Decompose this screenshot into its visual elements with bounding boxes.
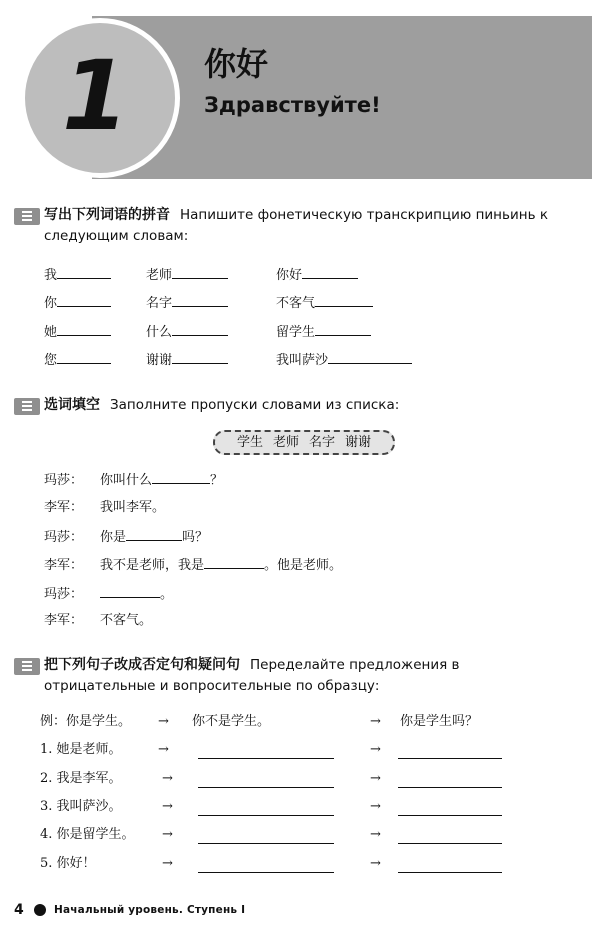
answer-blank[interactable] (328, 351, 412, 364)
dialogue-line: 李军： 不客气。 (44, 613, 153, 628)
arrow-icon: → (370, 742, 381, 757)
bullet-icon (34, 904, 46, 916)
word-item: 不客气 (276, 294, 373, 312)
exercise-3-heading (44, 655, 564, 697)
exercise-3-instruction: Переделайте предложения в отрицательные и вопросительные по образцу: (44, 657, 460, 694)
answer-blank[interactable] (100, 585, 160, 598)
word-item: 你 (44, 294, 111, 312)
arrow-icon: → (158, 714, 169, 729)
answer-blank[interactable] (302, 266, 358, 279)
answer-blank[interactable] (152, 471, 210, 484)
arrow-icon: → (370, 856, 381, 871)
dialogue-line: 李军： 我不是老师，我是 。他是老师。 (44, 558, 343, 573)
speaker: 玛莎： (44, 473, 84, 488)
answer-line-negative[interactable] (198, 758, 334, 759)
arrow-icon: → (370, 799, 381, 814)
footer-text: Начальный уровень. Ступень I (54, 904, 246, 916)
word-bank-item: 老师 (272, 435, 299, 450)
arrow-icon: → (370, 771, 381, 786)
word-item: 留学生 (276, 323, 371, 341)
word-item: 您 (44, 351, 111, 369)
exercise-1-icon (14, 208, 40, 225)
arrow-icon: → (158, 742, 169, 757)
arrow-icon: → (162, 771, 173, 786)
answer-blank[interactable] (57, 323, 111, 336)
speaker: 李军： (44, 613, 84, 628)
lesson-title-russian: Здравствуйте! (204, 93, 381, 117)
page-number: 4 (14, 902, 24, 918)
exercise-1-instruction: Напишите фонетическую транскрипцию пиньинь к следующим словам: (44, 207, 548, 244)
exercise-3-title: 把下列句子改成否定句和疑问句 (44, 657, 240, 673)
exercise-1-title: 写出下列词语的拼音 (44, 207, 170, 223)
exercise-3-icon (14, 658, 40, 675)
example-label: 例：你是学生。 (40, 714, 132, 729)
answer-blank[interactable] (57, 266, 111, 279)
dialogue-line: 玛莎： 。 (44, 587, 174, 602)
arrow-icon: → (162, 856, 173, 871)
arrow-icon: → (162, 827, 173, 842)
word-bank (213, 430, 395, 455)
answer-blank[interactable] (172, 266, 228, 279)
answer-line-negative[interactable] (198, 815, 334, 816)
answer-blank[interactable] (315, 294, 373, 307)
sentence-item: 5. 你好！ (40, 856, 96, 871)
answer-line-question[interactable] (398, 815, 502, 816)
exercise-2-title: 选词填空 (44, 397, 100, 413)
answer-line-question[interactable] (398, 787, 502, 788)
speaker: 李军： (44, 558, 84, 573)
word-item: 我 (44, 266, 111, 284)
answer-line-negative[interactable] (198, 843, 334, 844)
answer-blank[interactable] (204, 556, 264, 569)
lesson-number: 1 (62, 40, 129, 152)
word-item: 我叫萨沙 (276, 351, 412, 369)
exercise-1-heading (44, 205, 564, 247)
dialogue-line: 玛莎： 你是 吗？ (44, 530, 209, 545)
word-item: 名字 (146, 294, 228, 312)
word-item: 你好 (276, 266, 358, 284)
answer-blank[interactable] (172, 294, 228, 307)
answer-blank[interactable] (172, 323, 228, 336)
exercise-2-instruction: Заполните пропуски словами из списка: (110, 397, 400, 413)
arrow-icon: → (370, 827, 381, 842)
word-item: 她 (44, 323, 111, 341)
speaker: 李军： (44, 500, 84, 515)
sentence-item: 2. 我是李军。 (40, 771, 122, 786)
word-item: 什么 (146, 323, 228, 341)
answer-blank[interactable] (57, 351, 111, 364)
sentence-item: 4. 你是留学生。 (40, 827, 135, 842)
dialogue-line: 李军： 我叫李军。 (44, 500, 166, 515)
arrow-icon: → (162, 799, 173, 814)
example-negative: 你不是学生。 (192, 714, 271, 729)
answer-line-question[interactable] (398, 872, 502, 873)
dialogue-line: 玛莎： 你叫什么 ？ (44, 473, 224, 488)
word-bank-item: 谢谢 (345, 435, 372, 450)
speaker: 玛莎： (44, 587, 84, 602)
word-item: 老师 (146, 266, 228, 284)
exercise-2-heading (44, 395, 564, 416)
word-item: 谢谢 (146, 351, 228, 369)
word-bank-item: 学生 (236, 435, 263, 450)
answer-line-question[interactable] (398, 758, 502, 759)
answer-blank[interactable] (126, 528, 182, 541)
example-question: 你是学生吗？ (400, 714, 479, 729)
word-bank-item: 名字 (309, 435, 336, 450)
answer-line-negative[interactable] (198, 787, 334, 788)
answer-blank[interactable] (57, 294, 111, 307)
answer-blank[interactable] (172, 351, 228, 364)
exercise-2-icon (14, 398, 40, 415)
sentence-item: 3. 我叫萨沙。 (40, 799, 122, 814)
answer-blank[interactable] (315, 323, 371, 336)
speaker: 玛莎： (44, 530, 84, 545)
sentence-item: 1. 她是老师。 (40, 742, 122, 757)
lesson-title-chinese: 你好 (204, 45, 269, 83)
answer-line-question[interactable] (398, 843, 502, 844)
answer-line-negative[interactable] (198, 872, 334, 873)
arrow-icon: → (370, 714, 381, 729)
